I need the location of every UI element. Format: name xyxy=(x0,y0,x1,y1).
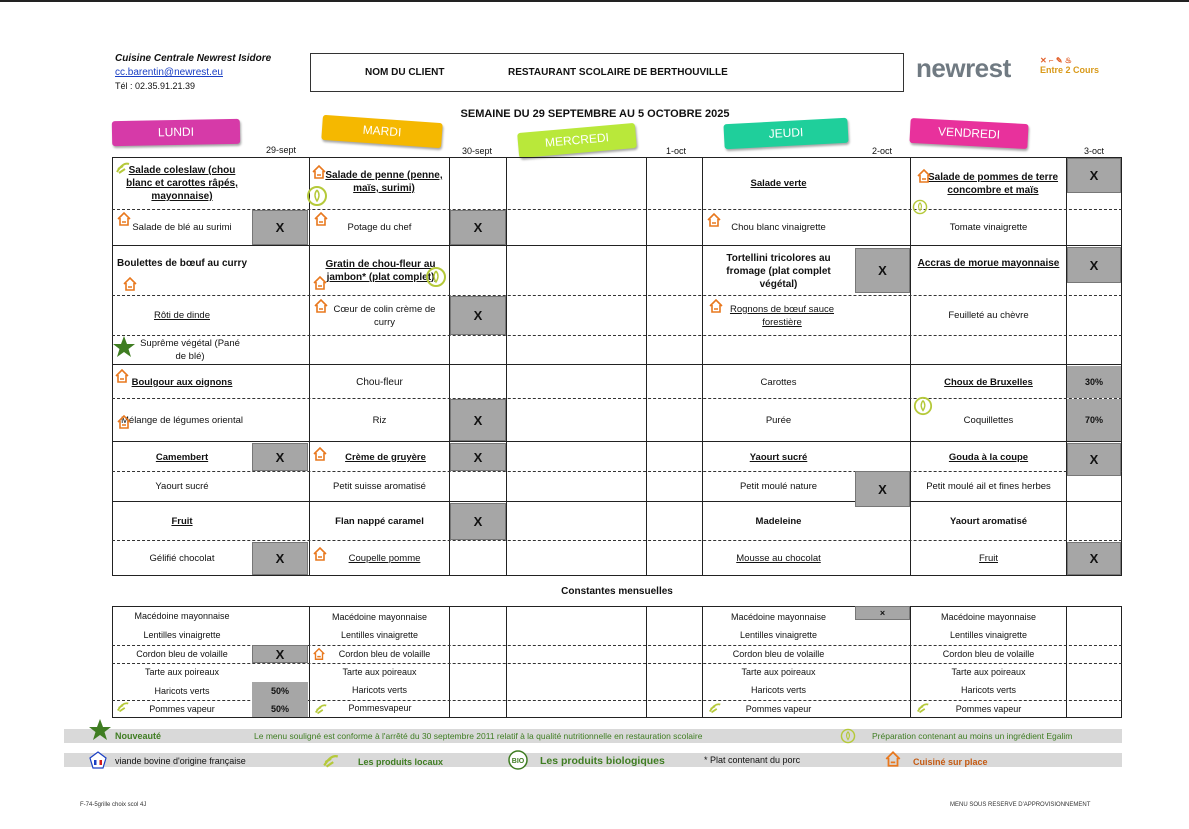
date-lundi: 29-sept xyxy=(266,145,297,155)
grid-dashed xyxy=(112,335,1122,336)
local-products-icon xyxy=(116,700,130,719)
local-products-icon xyxy=(916,701,930,720)
star-icon xyxy=(112,335,136,364)
lundi-main1: Boulettes de bœuf au curry xyxy=(116,258,247,269)
c-lundi-2: Lentilles vinaigrette xyxy=(143,630,221,640)
phone: Tél : 02.35.91.21.39 xyxy=(115,81,196,91)
c-jeudi-x[interactable]: × xyxy=(855,606,910,620)
vendredi-dessert1: Yaourt aromatisé xyxy=(949,516,1028,527)
grid-hline xyxy=(112,245,1122,246)
vendredi-starter-x[interactable]: X xyxy=(1067,158,1121,193)
legend-porc: * Plat contenant du porc xyxy=(704,755,801,765)
cooked-on-site-icon xyxy=(882,750,904,773)
legend-locaux: Les produits locaux xyxy=(358,757,444,767)
mardi-main2: Cœur de colin crème de curry xyxy=(333,303,436,328)
legend-cuisine: Cuisiné sur place xyxy=(913,757,988,767)
c-vendredi-6: Pommes vapeur xyxy=(955,704,1022,714)
mardi-side-x[interactable]: X xyxy=(450,399,506,441)
c-vendredi-3: Cordon bleu de volaille xyxy=(942,649,1035,659)
jeudi-dessert1: Madeleine xyxy=(755,516,802,527)
day-header-vendredi: VENDREDI xyxy=(909,118,1028,149)
lundi-cheese1: Camembert xyxy=(155,451,209,463)
day-header-mercredi: MERCREDI xyxy=(517,123,637,158)
cooked-on-site-icon xyxy=(312,647,326,666)
france-bovine-icon xyxy=(88,751,108,774)
jeudi-main-x[interactable]: X xyxy=(855,248,910,293)
c-jeudi-6: Pommes vapeur xyxy=(745,704,812,714)
mardi-dessert1: Flan nappé caramel xyxy=(335,516,424,527)
c-jeudi-1: Macédoine mayonnaise xyxy=(730,612,827,622)
day-header-mardi: MARDI xyxy=(321,115,442,148)
cooked-on-site-icon xyxy=(312,546,328,567)
vendredi-main-x[interactable]: X xyxy=(1067,247,1121,283)
day-header-jeudi: JEUDI xyxy=(723,118,848,149)
c-lundi-1: Macédoine mayonnaise xyxy=(134,611,230,621)
grid-hline xyxy=(112,364,1122,365)
grid-vline xyxy=(646,157,647,576)
client-name: RESTAURANT SCOLAIRE DE BERTHOUVILLE xyxy=(508,67,728,78)
lundi-cheese-x[interactable]: X xyxy=(252,443,308,471)
lundi-starter2: Salade de blé au surimi xyxy=(132,222,232,233)
c-mardi-4: Tarte aux poireaux xyxy=(342,667,417,677)
lundi-side1: Boulgour aux oignons xyxy=(131,376,233,388)
cooked-on-site-icon xyxy=(311,164,327,185)
grid-hline xyxy=(112,441,1122,442)
c-lundi-4: Tarte aux poireaux xyxy=(144,667,220,677)
vendredi-starter2: Tomate vinaigrette xyxy=(949,222,1028,233)
cooked-on-site-icon xyxy=(706,212,722,233)
date-jeudi: 2-oct xyxy=(872,146,893,156)
c-jeudi-2: Lentilles vinaigrette xyxy=(739,630,818,640)
c-vendredi-5: Haricots verts xyxy=(960,685,1016,695)
legend-nouveaute: Nouveauté xyxy=(115,731,162,741)
cgrid-vline xyxy=(702,606,703,718)
star-icon xyxy=(88,718,112,747)
lundi-dessert1: Fruit xyxy=(171,516,193,527)
newrest-logo xyxy=(916,53,1011,84)
jeudi-cheese2: Petit moulé nature xyxy=(739,481,818,492)
egalim-icon xyxy=(425,266,447,293)
c-vendredi-1: Macédoine mayonnaise xyxy=(940,612,1037,622)
logo2-line1: Entre 2 xyxy=(1040,65,1071,75)
c-vendredi-2: Lentilles vinaigrette xyxy=(949,630,1028,640)
vendredi-cheese2: Petit moulé ail et fines herbes xyxy=(926,481,1051,492)
date-mardi: 30-sept xyxy=(462,146,493,156)
mardi-side2: Riz xyxy=(372,414,387,426)
cgrid-dashed xyxy=(112,663,1122,664)
cooked-on-site-icon xyxy=(916,168,932,189)
top-border xyxy=(0,0,1189,2)
mardi-main1: Gratin de chou-fleur au jambon* (plat complet) xyxy=(325,259,436,283)
c-lundi-5: Haricots verts xyxy=(154,686,210,696)
c-lundi-3: Cordon bleu de volaille xyxy=(136,649,228,659)
c-mardi-3: Cordon bleu de volaille xyxy=(338,649,431,659)
mardi-cheese-x[interactable]: X xyxy=(450,443,506,471)
jeudi-dessert2: Mousse au chocolat xyxy=(736,552,821,564)
legend-bio: Les produits biologiques xyxy=(540,755,665,767)
lundi-side2: Mélange de légumes oriental xyxy=(121,414,243,426)
c-lundi-pct2: 50% xyxy=(252,700,308,717)
cooked-on-site-icon xyxy=(114,368,130,389)
legend-conforme: Le menu souligné est conforme à l'arrêté du 30 septembre 2011 relatif à la qualité nutritionnelle en restauration scolaire xyxy=(254,731,703,741)
cooked-on-site-icon xyxy=(312,446,328,467)
lundi-main3: Suprême végétal (Pané de blé) xyxy=(140,338,240,362)
logo-text: newrest xyxy=(916,53,1011,83)
cgrid-vline xyxy=(309,606,310,718)
egalim-icon xyxy=(306,185,328,212)
vendredi-dessert-x[interactable]: X xyxy=(1067,542,1121,575)
mardi-side1: Chou-fleur xyxy=(356,376,403,388)
local-products-icon xyxy=(314,702,328,721)
mardi-cheese2: Petit suisse aromatisé xyxy=(333,481,426,492)
cooked-on-site-icon xyxy=(116,211,132,232)
mardi-starter1: Salade de penne (penne, maïs, surimi) xyxy=(325,170,443,194)
c-lundi-x[interactable]: X xyxy=(252,645,308,663)
footer-note: MENU SOUS RESERVE D'APPROVISIONNEMENT xyxy=(950,802,1091,808)
cooked-on-site-icon xyxy=(708,298,724,319)
local-products-icon xyxy=(115,160,131,181)
vendredi-cheese-x[interactable]: X xyxy=(1067,443,1121,476)
vendredi-starter1: Salade de pommes de terre concombre et maïs xyxy=(927,171,1059,196)
cgrid-vline xyxy=(1066,606,1067,718)
jeudi-main1: Tortellini tricolores au fromage (plat complet végétal) xyxy=(726,252,831,290)
logo2-line2: Cours xyxy=(1073,65,1100,75)
mardi-cheese1: Crème de gruyère xyxy=(345,451,426,463)
mardi-starter-x[interactable]: X xyxy=(450,210,506,245)
email-link[interactable]: cc.barentin@newrest.eu xyxy=(115,67,223,78)
vendredi-side2: Coquillettes xyxy=(963,414,1014,426)
c-jeudi-3: Cordon bleu de volaille xyxy=(732,649,825,659)
vendredi-side1-pct: 30% xyxy=(1067,366,1121,398)
jeudi-cheese-x[interactable]: X xyxy=(855,471,910,507)
cgrid-vline xyxy=(910,606,911,718)
legend-egalim: Préparation contenant au moins un ingrédient Egalim xyxy=(872,731,1073,741)
date-mercredi: 1-oct xyxy=(666,146,687,156)
jeudi-cheese1: Yaourt sucré xyxy=(749,451,808,463)
cgrid-vline xyxy=(646,606,647,718)
lundi-dessert2: Gélifié chocolat xyxy=(149,552,215,564)
c-lundi-pct1: 50% xyxy=(252,682,308,700)
footer-ref: F-74-5grille choix scol 4J xyxy=(80,802,147,808)
vendredi-main2: Feuilleté au chèvre xyxy=(948,310,1029,321)
local-products-icon xyxy=(708,701,722,720)
vendredi-side2-pct: 70% xyxy=(1067,399,1121,441)
entre-2-cours-logo xyxy=(1040,56,1118,86)
vendredi-dessert2: Fruit xyxy=(979,552,998,564)
utensils-icon: ✕ ⌐ ✎ ♨ xyxy=(1040,56,1072,65)
jeudi-starter2: Chou blanc vinaigrette xyxy=(731,222,826,233)
constants-title: Constantes mensuelles xyxy=(561,586,673,597)
egalim-icon xyxy=(913,396,933,421)
cgrid-vline xyxy=(506,606,507,718)
week-title: SEMAINE DU 29 SEPTEMBRE AU 5 OCTOBRE 2025 xyxy=(460,108,730,120)
vendredi-cheese1: Gouda à la coupe xyxy=(948,451,1029,463)
legend-bovine: viande bovine d'origine française xyxy=(115,756,246,766)
jeudi-starter1: Salade verte xyxy=(750,178,807,189)
cooked-on-site-icon xyxy=(313,298,329,319)
jeudi-side1: Carottes xyxy=(760,376,797,388)
local-products-icon xyxy=(322,752,340,775)
date-vendredi: 3-oct xyxy=(1084,146,1105,156)
c-vendredi-4: Tarte aux poireaux xyxy=(951,667,1026,677)
egalim-icon xyxy=(840,728,856,749)
lundi-dessert-x[interactable]: X xyxy=(252,542,308,575)
c-lundi-6: Pommes vapeur xyxy=(149,704,215,714)
mardi-starter2: Potage du chef xyxy=(347,222,412,233)
bio-icon xyxy=(508,750,528,775)
lundi-starter-x[interactable]: X xyxy=(252,210,308,245)
company-name: Cuisine Centrale Newrest Isidore xyxy=(115,53,272,64)
c-jeudi-5: Haricots verts xyxy=(750,685,806,695)
cgrid-vline xyxy=(449,606,450,718)
cooked-on-site-icon xyxy=(313,211,329,232)
vendredi-main1: Accras de morue mayonnaise xyxy=(917,258,1060,269)
day-header-lundi: LUNDI xyxy=(112,119,240,146)
bio-badge: BIO xyxy=(511,758,525,765)
lundi-starter1: Salade coleslaw (chou blanc et carottes râpés, mayonnaise) xyxy=(126,165,238,202)
c-mardi-1: Macédoine mayonnaise xyxy=(331,612,428,622)
mardi-dessert2: Coupelle pomme xyxy=(348,552,421,564)
lundi-main2: Rôti de dinde xyxy=(154,310,210,321)
cooked-on-site-icon xyxy=(116,414,132,435)
lundi-cheese2: Yaourt sucré xyxy=(155,481,209,492)
vendredi-side1: Choux de Bruxelles xyxy=(944,376,1033,388)
c-mardi-6: Pommesvapeur xyxy=(348,703,412,713)
c-mardi-2: Lentilles vinaigrette xyxy=(340,630,419,640)
grid-hline xyxy=(112,501,1122,502)
mardi-dessert-x[interactable]: X xyxy=(450,503,506,540)
grid-vline xyxy=(506,157,507,576)
client-label: NOM DU CLIENT xyxy=(365,67,445,78)
cooked-on-site-icon xyxy=(312,275,328,296)
c-mardi-5: Haricots verts xyxy=(351,685,407,695)
c-jeudi-4: Tarte aux poireaux xyxy=(741,667,816,677)
jeudi-main2: Rognons de bœuf sauce forestière xyxy=(729,303,835,328)
cooked-on-site-icon xyxy=(122,276,138,297)
jeudi-side2: Purée xyxy=(765,414,792,426)
mardi-main-x[interactable]: X xyxy=(450,296,506,335)
